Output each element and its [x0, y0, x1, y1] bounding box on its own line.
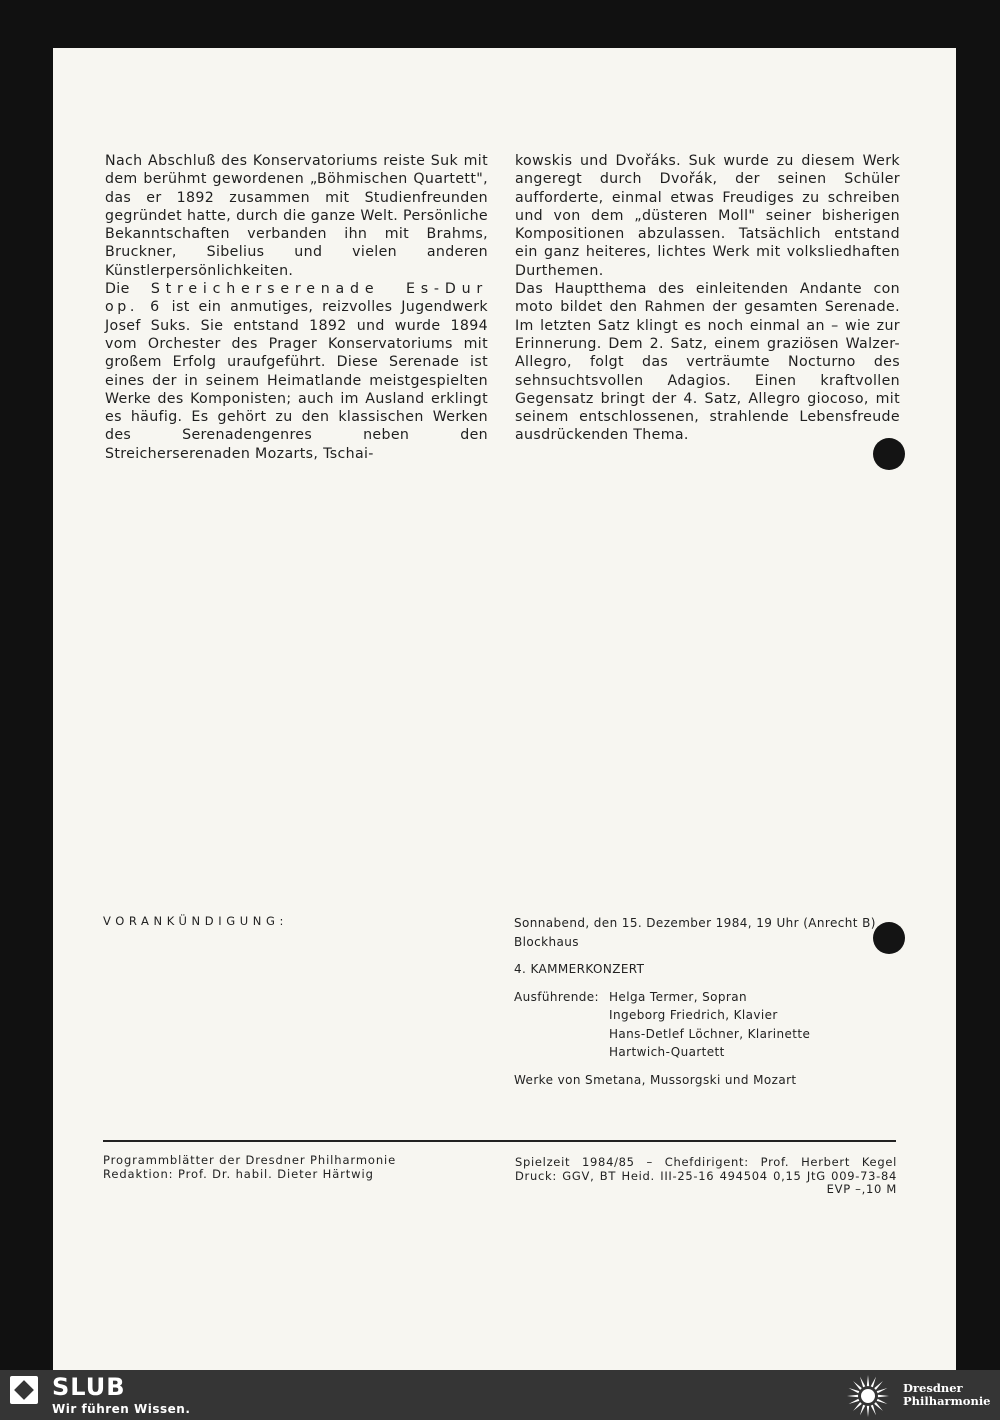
logo-ray	[874, 1402, 883, 1411]
dresdner-philharmonie-name[interactable]	[903, 1382, 991, 1408]
paragraph-movements: Das Hauptthema des einleitenden Andante con moto bildet den Rahmen der gesamten Serenade. Im letzten Satz klingt es noch einmal an – wie zur Erinnerung. Dem 2. Satz, einem graziösen Walzer-Allegro, folgt das verträumte Nocturno des sehnsuchtsvollen Adagios. Einen kraftvollen Gegensatz bringt der 4. Satz, Allegro giocoso, mit seinem entschlossenen, strahlende Lebensfreude ausdrückenden Thema.	[515, 281, 900, 444]
logo-ray	[871, 1405, 876, 1416]
footer-editor: Redaktion: Prof. Dr. habil. Dieter Härtwig	[103, 1167, 374, 1181]
performer-item: Ingeborg Friedrich, Klavier	[609, 1008, 778, 1022]
logo-ray	[877, 1388, 888, 1393]
work-title-name: Streicherserenade Es-Dur	[150, 281, 488, 298]
logo-ray	[878, 1395, 889, 1397]
logo-ray	[877, 1399, 888, 1404]
performer-item: Hartwich-Quartett	[609, 1045, 725, 1059]
performers-label: Ausführende:	[514, 989, 600, 1004]
announcement-details	[514, 914, 934, 1089]
bottom-bar	[0, 1370, 1000, 1420]
logo-ray	[860, 1405, 865, 1416]
paragraph-inspiration: kowskis und Dvořáks. Suk wurde zu diesem Werk angeregt durch Dvořák, der seinen Schüler aufforderte, einmal etwas Freudiges zu schreiben und von dem „düsteren Moll" seiner bisherigen Kompositionen abzulassen. Tatsächlich entstand ein ganz heiteres, lichtes Werk mit volksliedhaften Durthemen.	[515, 153, 900, 279]
logo-ray	[847, 1395, 858, 1397]
performers-list	[609, 988, 810, 1062]
logo-ray	[849, 1399, 860, 1404]
logo-ray	[853, 1402, 862, 1411]
logo-ray	[874, 1381, 883, 1390]
announcement-performers	[514, 988, 934, 1062]
footer-publication: Programmblätter der Dresdner Philharmonie	[103, 1153, 397, 1167]
left-text-column	[105, 152, 488, 463]
slub-name[interactable]: SLUB	[52, 1373, 126, 1401]
announcement-works: Werke von Smetana, Mussorgski und Mozart	[514, 1072, 797, 1087]
logo-ray	[867, 1406, 869, 1417]
slub-logo-icon[interactable]	[10, 1376, 38, 1404]
footer-left	[103, 1153, 396, 1181]
performer-item: Helga Termer, Sopran	[609, 989, 748, 1004]
punch-hole-upper	[873, 438, 905, 470]
announcement-label: VORANKÜNDIGUNG:	[103, 914, 288, 928]
announcement-venue: Blockhaus	[514, 934, 579, 949]
performer-item: Hans-Detlef Löchner, Klarinette	[609, 1026, 811, 1041]
logo-ray	[849, 1388, 860, 1393]
announcement-concert: 4. KAMMERKONZERT	[514, 962, 645, 976]
right-text-column	[515, 152, 900, 445]
footer-right	[515, 1156, 897, 1197]
dresdner-philharmonie-logo-icon[interactable]	[846, 1374, 890, 1418]
program-sheet	[53, 48, 956, 1370]
footer-price: EVP –,10 M	[826, 1182, 897, 1196]
paragraph-serenade-text: ist ein anmutiges, reizvolles Jugendwerk Josef Suks. Sie entstand 1892 und wurde 1894 vom Orchester des Prager Konservatoriums mit großem Erfolg uraufgeführt. Diese Serenade ist eines der in seinem Heimatlande meistgespielten Werke des Komponisten; auch im Ausland erklingt es häufig. Es gehört zu den klassischen Werken des Serenadengenres neben den Streicherserenaden Mozarts, Tschai-	[105, 299, 488, 462]
footer-print: Druck: GGV, BT Heid. III-25-16 494504 0,15 JtG 009-73-84	[515, 1168, 897, 1183]
dp-name-line2: Philharmonie	[903, 1394, 991, 1408]
work-title-line	[105, 280, 488, 298]
announcement-date: Sonnabend, den 15. Dezember 1984, 19 Uhr (Anrecht B)	[514, 916, 876, 930]
work-opus: op. 6	[105, 299, 163, 316]
paragraph-biography: Nach Abschluß des Konservatoriums reiste Suk mit dem berühmt gewordenen „Böhmischen Quartett", das er 1892 zusammen mit Studienfreunden gegründet hatte, durch die ganze Welt. Persönliche Bekanntschaften verbanden ihn mit Brahms, Bruckner, Sibelius und vielen anderen Künstlerpersönlichkeiten.	[105, 153, 488, 279]
paragraph-serenade	[105, 298, 488, 463]
logo-ray	[853, 1381, 862, 1390]
footer-season: Spielzeit 1984/85 – Chefdirigent: Prof. Herbert Kegel	[515, 1155, 897, 1169]
logo-ray	[860, 1377, 865, 1388]
slub-tagline: Wir führen Wissen.	[52, 1402, 191, 1416]
logo-ray	[871, 1377, 876, 1388]
footer-divider	[103, 1140, 896, 1142]
work-title-prefix: Die	[105, 281, 130, 298]
logo-ray	[867, 1375, 869, 1386]
dp-name-line1: Dresdner	[903, 1381, 963, 1395]
